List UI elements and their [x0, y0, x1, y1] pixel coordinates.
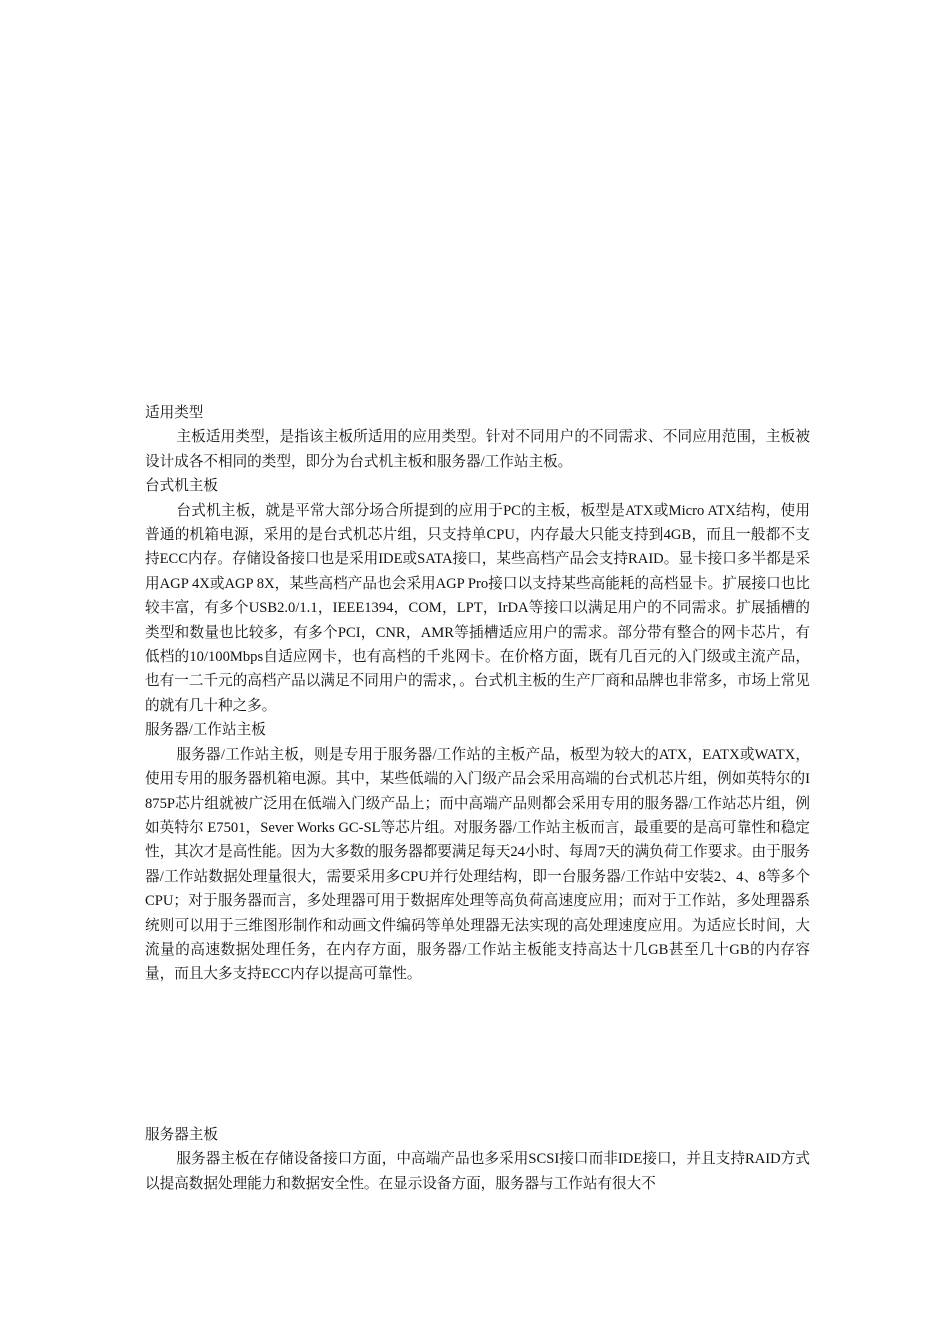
section-server-workstation-motherboard: [145, 718, 810, 986]
section-server-motherboard: [145, 1123, 810, 1196]
section-heading: 服务器/工作站主板: [145, 722, 266, 739]
section-heading: 适用类型: [145, 405, 204, 421]
section-applicable-type: [145, 401, 810, 474]
section-paragraph: 主板适用类型，是指该主板所适用的应用类型。针对不同用户的不同需求、不同应用范围，主板被设计成各不相同的类型，即分为台式机主板和服务器/工作站主板。: [145, 429, 810, 470]
document-body: [145, 401, 810, 987]
section-paragraph: 服务器/工作站主板，则是专用于服务器/工作站的主板产品，板型为较大的ATX，EATX或WATX，使用专用的服务器机箱电源。其中，某些低端的入门级产品会采用高端的台式机芯片组，例如英特尔的I875P芯片组就被广泛用在低端入门级产品上；而中高端产品则都会采用专用的服务器/工作站芯片组，例如英特尔 E7501，Sever Works GC-SL等芯片组。对服务器/工作站主板而言，最重要的是高可靠性和稳定性，其次才是高性能。因为大多数的服务器都要满足每天24小时、每周7天的满负荷工作要求。由于服务器/工作站数据处理量很大，需要采用多CPU并行处理结构，即一台服务器/工作站中安装2、4、8等多个CPU；对于服务器而言，多处理器可用于数据库处理等高负荷高速度应用；而对于工作站，多处理器系统则可以用于三维图形制作和动画文件编码等单处理器无法实现的高处理速度应用。为适应长时间，大流量的高速数据处理任务，在内存方面，服务器/工作站主板能支持高达十几GB甚至几十GB的内存容量，而且大多支持ECC内存以提高可靠性。: [145, 746, 810, 983]
section-paragraph: 台式机主板，就是平常大部分场合所提到的应用于PC的主板，板型是ATX或Micro ATX结构，使用普通的机箱电源，采用的是台式机芯片组，只支持单CPU，内存最大只能支持到4GB，而且一般都不支持ECC内存。存储设备接口也是采用IDE或SATA接口，某些高档产品会支持RAID。显卡接口多半都是采用AGP 4X或AGP 8X，某些高档产品也会采用AGP Pro接口以支持某些高能耗的高档显卡。扩展接口也比较丰富，有多个USB2.0/1.1，IEEE1394，COM，LPT，IrDA等接口以满足用户的不同需求。扩展插槽的类型和数量也比较多，有多个PCI，CNR，AMR等插槽适应用户的需求。部分带有整合的网卡芯片，有低档的10/100Mbps自适应网卡，也有高档的千兆网卡。在价格方面，既有几百元的入门级或主流产品，也有一二千元的高档产品以满足不同用户的需求，。台式机主板的生产厂商和品牌也非常多，市场上常见的就有几十种之多。: [145, 502, 810, 714]
section-heading: 服务器主板: [145, 1127, 218, 1143]
section-desktop-motherboard: [145, 474, 810, 718]
section-heading: 台式机主板: [145, 478, 218, 495]
document-body-continued: [145, 1123, 810, 1196]
section-paragraph: 服务器主板在存储设备接口方面，中高端产品也多采用SCSI接口而非IDE接口，并且支持RAID方式以提高数据处理能力和数据安全性。在显示设备方面，服务器与工作站有很大不: [145, 1151, 810, 1192]
